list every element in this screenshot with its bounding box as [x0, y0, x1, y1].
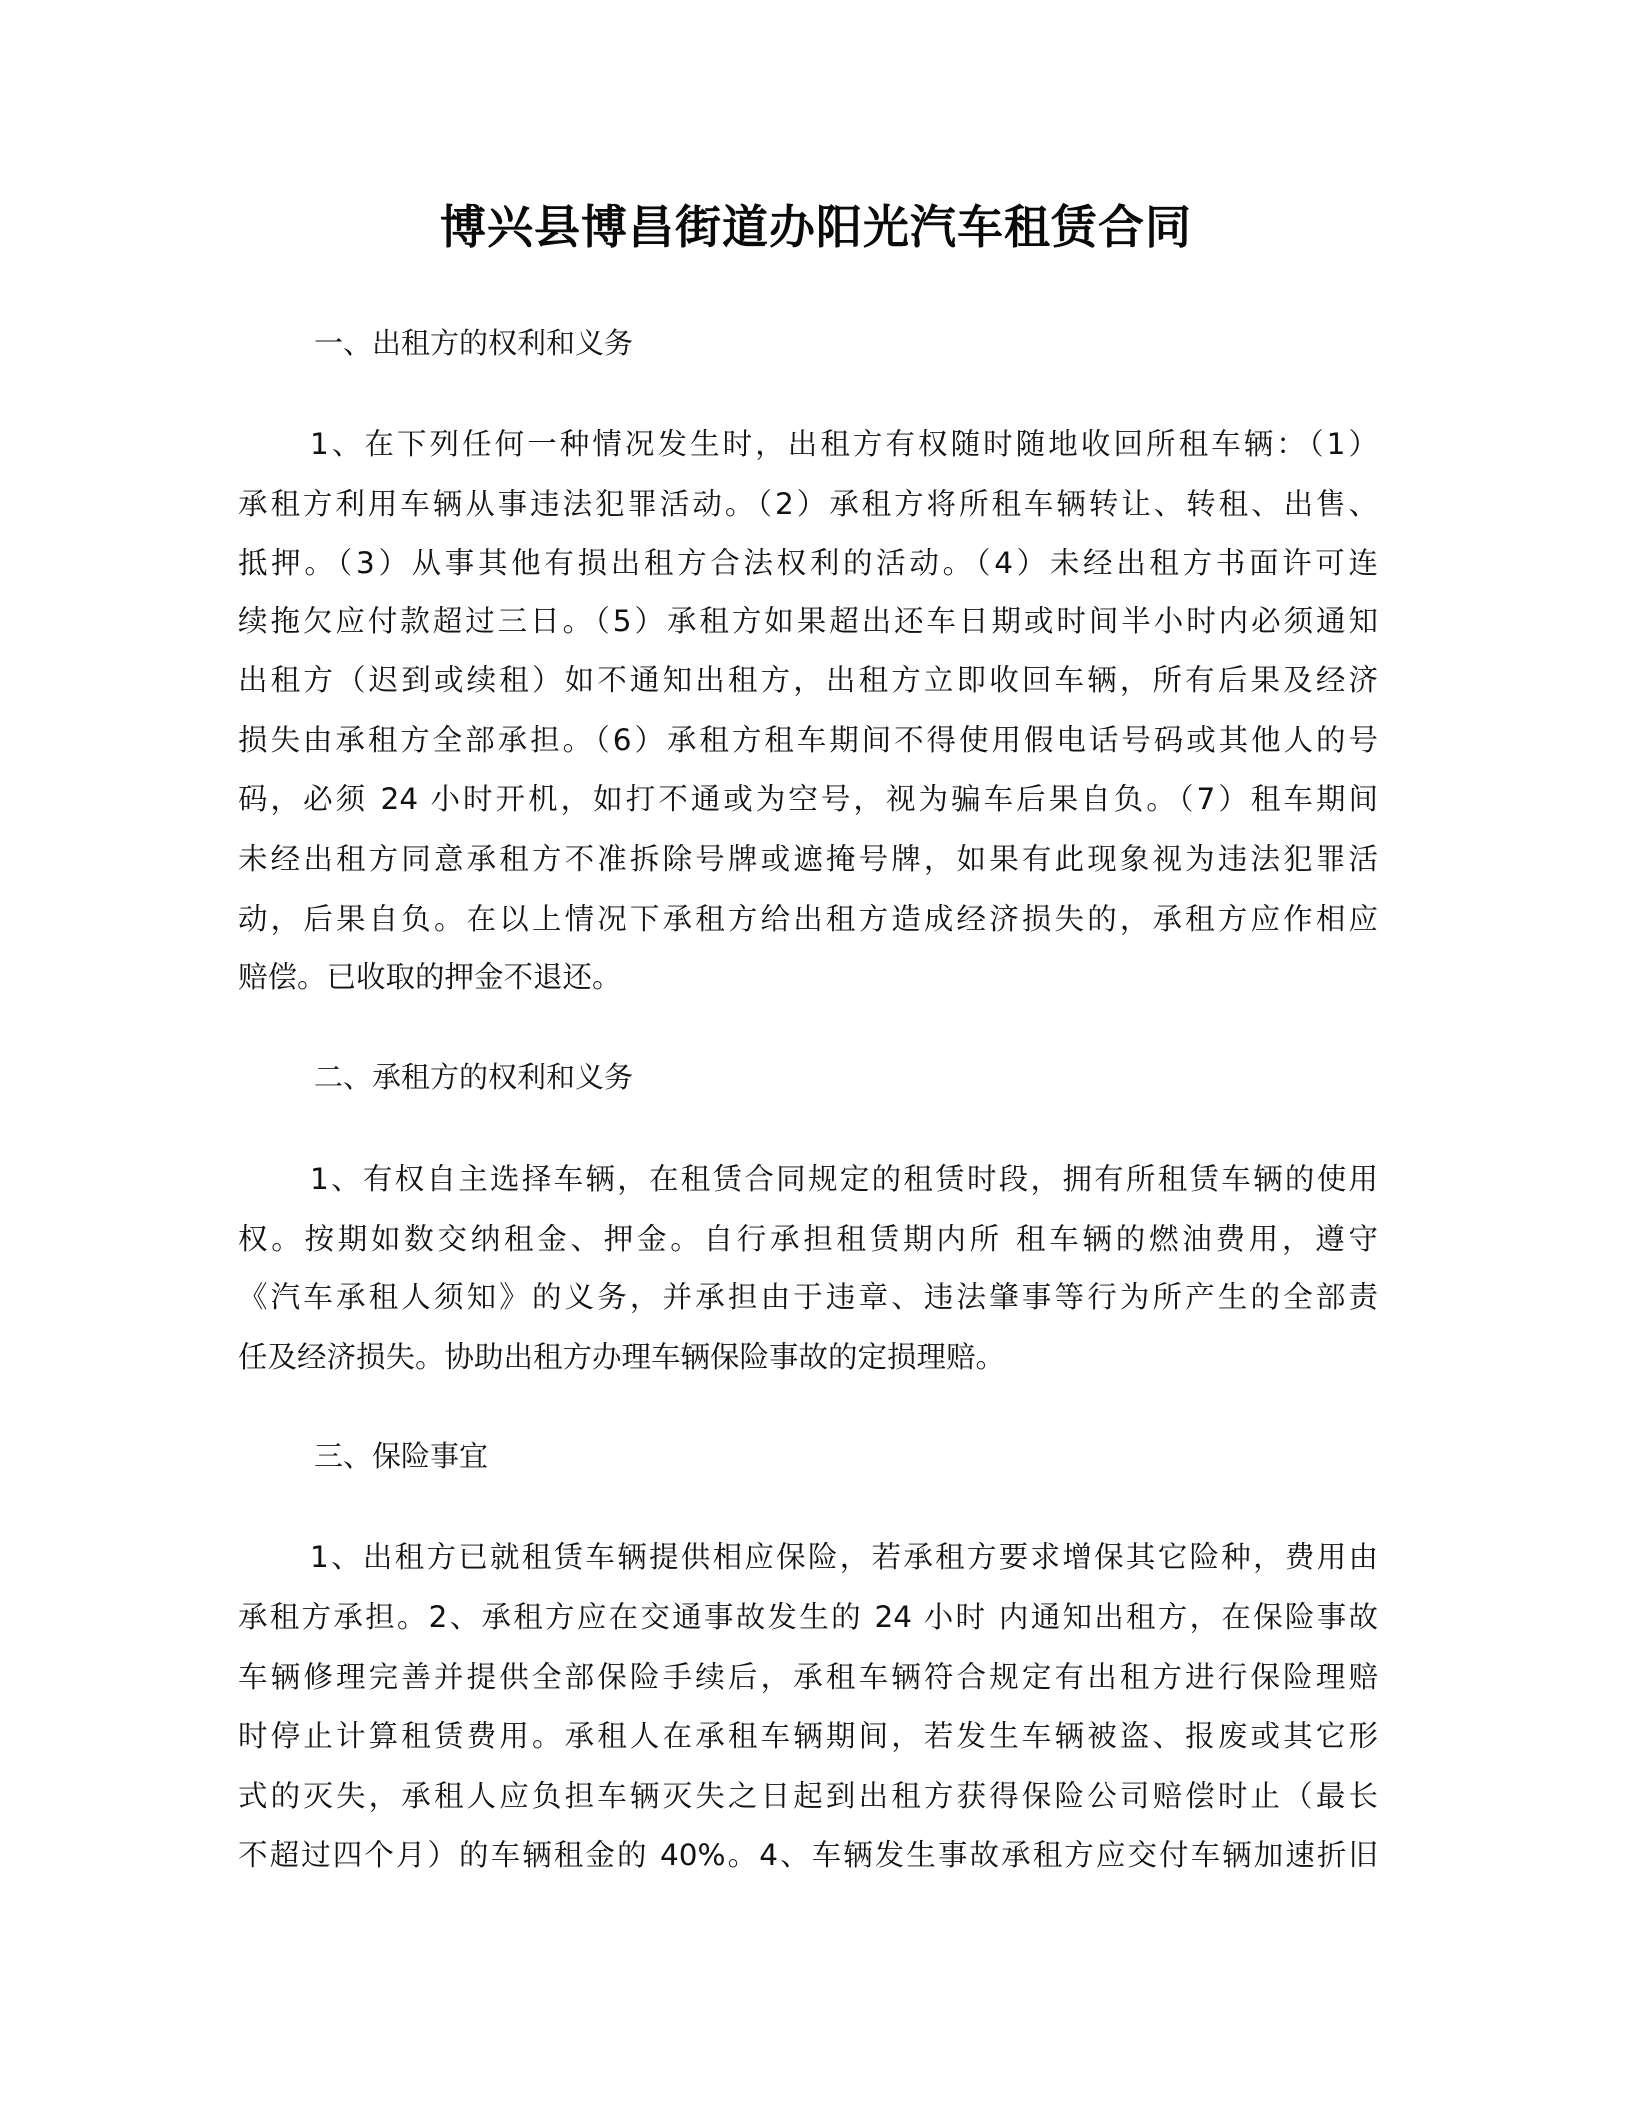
- section-heading-2: 二、承租方的权利和义务: [314, 1060, 634, 1094]
- paragraph-line: 承租方承担。2、承租方应在交通事故发生的 24 小时 内通知出租方，在保险事故: [238, 1600, 1378, 1634]
- paragraph-line: 出租方（迟到或续租）如不通知出租方，出租方立即收回车辆，所有后果及经济: [238, 663, 1378, 697]
- paragraph-line: 1、在下列任何一种情况发生时，出租方有权随时随地收回所租车辆：（1）: [310, 427, 1378, 461]
- paragraph-line: 赔偿。已收取的押金不退还。: [238, 960, 622, 994]
- section-heading-1: 一、出租方的权利和义务: [314, 326, 634, 360]
- paragraph-line: 续拖欠应付款超过三日。（5）承租方如果超出还车日期或时间半小时内必须通知: [238, 604, 1378, 638]
- paragraph-line: 抵押。（3）从事其他有损出租方合法权利的活动。（4）未经出租方书面许可连: [238, 546, 1378, 580]
- paragraph-line: 时停止计算租赁费用。承租人在承租车辆期间，若发生车辆被盗、报废或其它形: [238, 1719, 1378, 1753]
- paragraph-line: 权。按期如数交纳租金、押金。自行承担租赁期内所 租车辆的燃油费用，遵守: [238, 1222, 1378, 1256]
- paragraph-line: 损失由承租方全部承担。（6）承租方租车期间不得使用假电话号码或其他人的号: [238, 723, 1378, 757]
- paragraph-line: 1、出租方已就租赁车辆提供相应保险，若承租方要求增保其它险种，费用由: [310, 1540, 1378, 1574]
- section-heading-3: 三、保险事宜: [314, 1439, 489, 1473]
- paragraph-line: 不超过四个月）的车辆租金的 40%。4、车辆发生事故承租方应交付车辆加速折旧: [238, 1838, 1378, 1872]
- paragraph-line: 承租方利用车辆从事违法犯罪活动。（2）承租方将所租车辆转让、转租、出售、: [238, 487, 1378, 521]
- paragraph-line: 《汽车承租人须知》的义务，并承担由于违章、违法肇事等行为所产生的全部责: [238, 1280, 1378, 1314]
- paragraph-line: 码，必须 24 小时开机，如打不通或为空号，视为骗车后果自负。（7）租车期间: [238, 782, 1378, 816]
- paragraph-line: 动，后果自负。在以上情况下承租方给出租方造成经济损失的，承租方应作相应: [238, 902, 1378, 936]
- paragraph-line: 式的灭失，承租人应负担车辆灭失之日起到出租方获得保险公司赔偿时止（最长: [238, 1779, 1378, 1813]
- paragraph-line: 未经出租方同意承租方不准拆除号牌或遮掩号牌，如果有此现象视为违法犯罪活: [238, 842, 1378, 876]
- paragraph-line: 1、有权自主选择车辆，在租赁合同规定的租赁时段，拥有所租赁车辆的使用: [310, 1162, 1378, 1196]
- paragraph-line: 车辆修理完善并提供全部保险手续后，承租车辆符合规定有出租方进行保险理赔: [238, 1660, 1378, 1694]
- document-title: 博兴县博昌街道办阳光汽车租赁合同: [440, 200, 1192, 254]
- paragraph-line: 任及经济损失。协助出租方办理车辆保险事故的定损理赔。: [238, 1340, 1006, 1374]
